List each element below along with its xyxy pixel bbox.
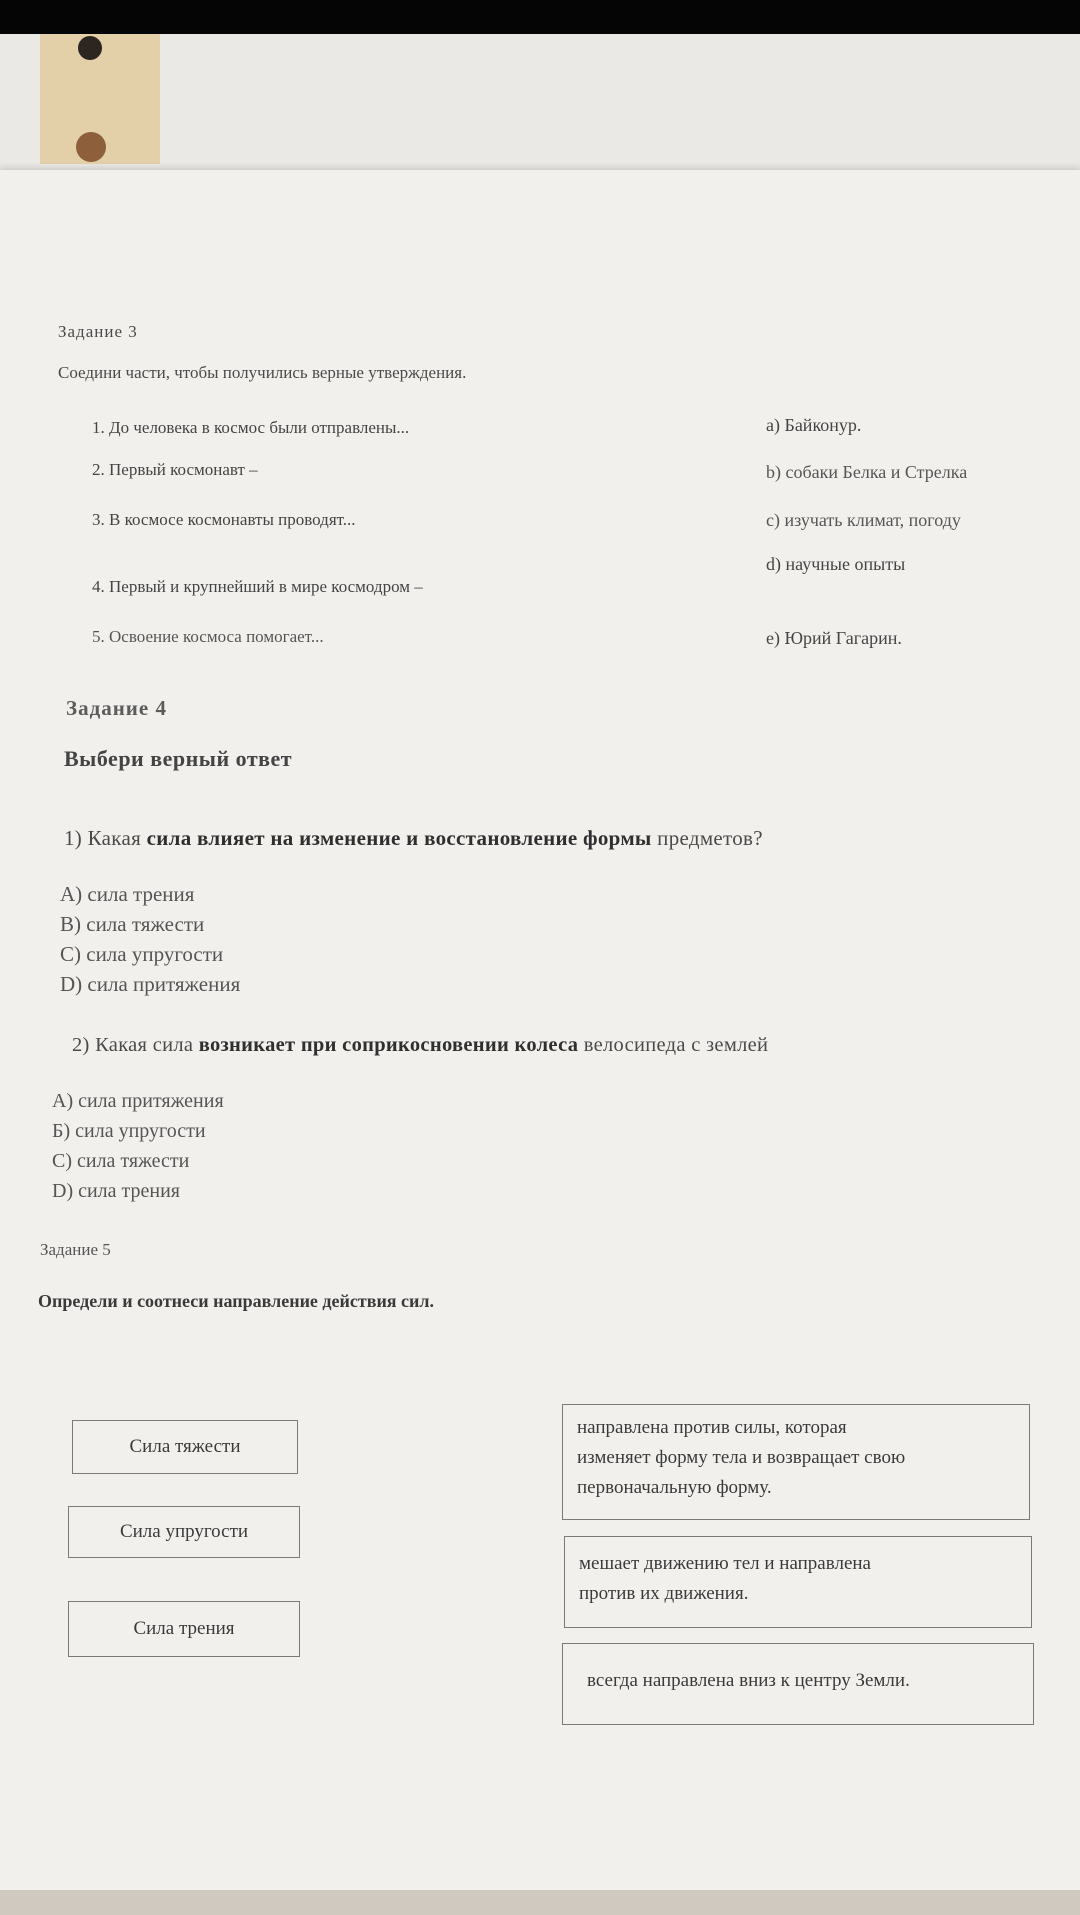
q2-option-d: D) сила трения (52, 1180, 181, 1202)
task3-right-item-a: a) Байконур. (766, 415, 862, 435)
q1-option-d: D) сила притяжения (60, 972, 241, 996)
description-box-3 (562, 1643, 1034, 1725)
description-box-1 (562, 1404, 1030, 1520)
q1-option-c: С) сила упругости (60, 942, 224, 966)
task3-left-item-4: 4. Первый и крупнейший в мире космодром – (92, 577, 423, 596)
force-box-friction: Сила трения (68, 1601, 300, 1657)
description-box-2 (564, 1536, 1032, 1628)
q2-emphasis: возникает при соприкосновении колеса (198, 1034, 579, 1056)
q1-emphasis: сила влияет на изменение и восстановление формы (146, 826, 652, 850)
task4-question-1 (64, 826, 763, 851)
binder-clip (40, 34, 160, 164)
description-3-line-1: всегда направлена вниз к центру Земли. (587, 1670, 910, 1691)
description-2-line-2: против их движения. (579, 1583, 749, 1604)
description-1-line-3: первоначальную форму. (577, 1477, 772, 1498)
q2-option-c: С) сила тяжести (52, 1150, 190, 1172)
task3-left-item-1: 1. До человека в космос были отправлены... (92, 418, 410, 437)
task3-right-item-c: c) изучать климат, погоду (766, 510, 961, 530)
task3-right-item-e: e) Юрий Гагарин. (766, 628, 902, 648)
q2-prefix: 2) Какая сила (72, 1034, 199, 1056)
binder-hole-bottom (76, 132, 106, 162)
task3-right-item-d: d) научные опыты (766, 554, 906, 574)
sheet-bottom-edge (0, 1890, 1080, 1915)
q1-suffix: предметов? (651, 826, 763, 850)
q2-suffix: велосипеда с землей (578, 1034, 769, 1056)
task3-title: Задание 3 (58, 322, 138, 341)
binder-hole-top (78, 36, 102, 60)
task3-right-item-b: b) собаки Белка и Стрелка (766, 462, 968, 482)
description-1-line-2: изменяет форму тела и возвращает свою (577, 1447, 906, 1468)
task3-instruction: Соедини части, чтобы получились верные утверждения. (58, 363, 467, 382)
task4-title: Задание 4 (66, 696, 167, 720)
force-box-gravity: Сила тяжести (72, 1420, 298, 1474)
task4-question-2 (72, 1034, 768, 1057)
description-1-line-1: направлена против силы, которая (577, 1417, 847, 1438)
q2-option-a: А) сила притяжения (52, 1090, 224, 1112)
top-bar (0, 0, 1080, 34)
task3-left-item-2: 2. Первый космонавт – (92, 460, 258, 479)
task3-left-item-5: 5. Освоение космоса помогает... (92, 627, 324, 646)
task5-title: Задание 5 (40, 1240, 111, 1259)
q1-prefix: 1) Какая (64, 826, 147, 850)
description-2-line-1: мешает движению тел и направлена (579, 1553, 871, 1574)
task4-instruction: Выбери верный ответ (64, 746, 293, 771)
q2-option-b: Б) сила упругости (52, 1120, 206, 1142)
force-box-elasticity: Сила упругости (68, 1506, 300, 1558)
q1-option-b: В) сила тяжести (60, 912, 205, 936)
task3-left-item-3: 3. В космосе космонавты проводят... (92, 510, 356, 529)
q1-option-a: А) сила трения (60, 882, 195, 906)
task5-instruction: Определи и соотнеси направление действия сил. (38, 1291, 435, 1311)
